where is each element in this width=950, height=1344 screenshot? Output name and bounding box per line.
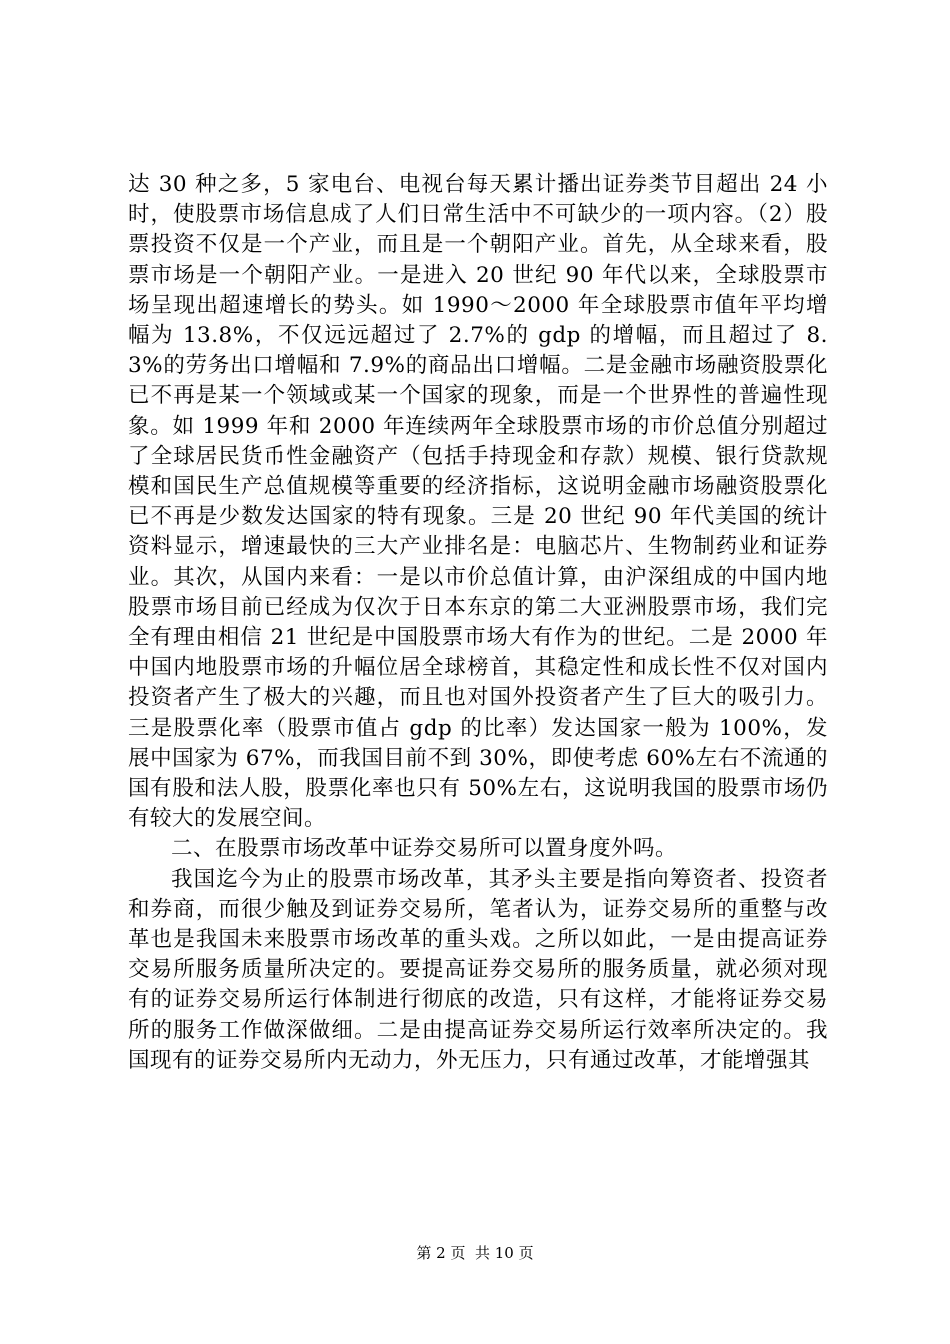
- section-heading-exchange-reform: 二、在股票市场改革中证券交易所可以置身度外吗。: [171, 836, 678, 862]
- paragraph-stock-market-growth: 达 30 种之多，5 家电台、电视台每天累计播出证券类节目超出 24 小时，使股票市场信息成了人们日常生活中不可缺少的一项内容。（2）股票投资不仅是一个产业，而且是一个朝阳产业。首先，从全球来看，股票市场是一个朝阳产业。一是进入 20 世纪 90 年代以来，全球股票市场呈现出超速增长的势头。如 1990～2000 年全球股票市值年平均增幅为 13.8%，不仅远远超过了 2.7%的 gdp 的增幅，而且超过了 8.3%的劳务出口增幅和 7.9%的商品出口增幅。二是金融市场融资股票化已不再是某一个领域或某一个国家的现象，而是一个世界性的普遍性现象。如 1999 年和 2000 年连续两年全球股票市场的市价总值分别超过了全球居民货币性金融资产（包括手持现金和存款）规模、银行贷款规模和国民生产总值规模等重要的经济指标，这说明金融市场融资股票化已不再是少数发达国家的特有现象。三是 20 世纪 90 年代美国的统计资料显示，增速最快的三大产业排名是：电脑芯片、生物制药业和证券业。其次，从国内来看：一是以市价总值计算，由沪深组成的中国内地股票市场目前已经成为仅次于日本东京的第二大亚洲股票市场，我们完全有理由相信 21 世纪是中国股票市场大有作为的世纪。二是 2000 年中国内地股票市场的升幅位居全球榜首，其稳定性和成长性不仅对国内投资者产生了极大的兴趣，而且也对国外投资者产生了巨大的吸引力。三是股票化率（股票市值占 gdp 的比率）发达国家一般为 100%，发展中国家为 67%，而我国目前不到 30%，即使考虑 60%左右不流通的国有股和法人股，股票化率也只有 50%左右，这说明我国的股票市场仍有较大的发展空间。: [128, 172, 828, 832]
- document-body: [128, 170, 828, 1076]
- page-number-label: 第 2 页 共 10 页: [416, 1244, 534, 1262]
- page-footer: [0, 1243, 950, 1263]
- paragraph-exchange-reform: 我国迄今为止的股票市场改革，其矛头主要是指向筹资者、投资者和券商，而很少触及到证券交易所，笔者认为，证券交易所的重整与改革也是我国未来股票市场改革的重头戏。之所以如此，一是由提高证券交易所服务质量所决定的。要提高证券交易所的服务质量，就必须对现有的证券交易所运行体制进行彻底的改造，只有这样，才能将证券交易所的服务工作做深做细。二是由提高证券交易所运行效率所决定的。我国现有的证券交易所内无动力，外无压力，只有通过改革，才能增强其: [128, 866, 828, 1073]
